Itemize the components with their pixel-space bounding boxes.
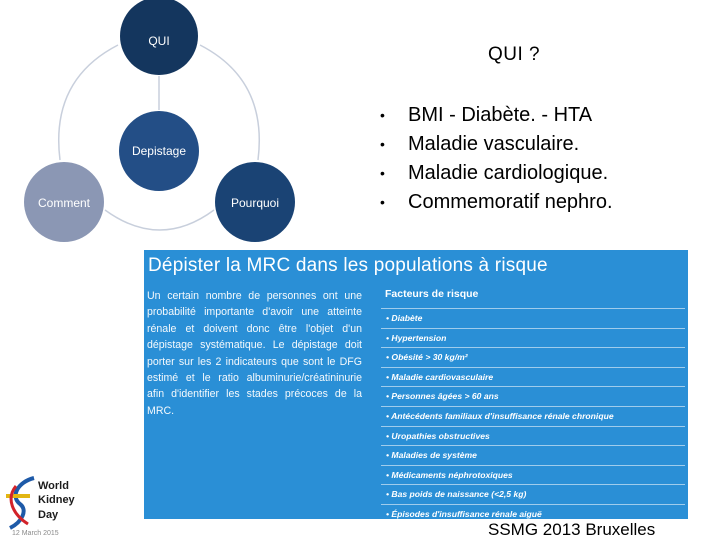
risk-factor-text: Maladie cardiovasculaire bbox=[391, 371, 494, 382]
bullet-text: Maladie cardiologique. bbox=[408, 162, 609, 184]
risk-factor-item: • Bas poids de naissance (<2,5 kg) bbox=[381, 484, 685, 504]
logo-kidney: Kidney bbox=[38, 494, 75, 506]
pourquoi-node bbox=[215, 162, 295, 242]
risk-factor-item: • Maladie cardiovasculaire bbox=[381, 367, 685, 387]
risk-factors-list bbox=[381, 308, 685, 519]
bullet-dot-icon: • bbox=[380, 165, 385, 181]
risk-factor-item: • Uropathies obstructives bbox=[381, 426, 685, 446]
risk-factor-item: • Hypertension bbox=[381, 328, 685, 348]
risk-factor-text: Maladies de système bbox=[391, 450, 477, 461]
risk-factor-text: Épisodes d'insuffisance rénale aiguë bbox=[391, 508, 542, 519]
risk-factor-text: Médicaments néphrotoxiques bbox=[391, 469, 513, 480]
risk-factor-text: Diabète bbox=[391, 313, 423, 323]
logo-world: World bbox=[38, 480, 69, 492]
risk-factor-text: Uropathies obstructives bbox=[391, 430, 490, 441]
logo-day: Day bbox=[38, 509, 59, 521]
bullet-item bbox=[380, 159, 613, 188]
comment-node bbox=[24, 162, 104, 242]
risk-factor-text: Hypertension bbox=[391, 332, 447, 343]
risk-factor-item: • Antécédents familiaux d'insuffisance rénale chronique bbox=[381, 406, 685, 426]
comment-node-label: Comment bbox=[37, 196, 90, 210]
pourquoi-node-label: Pourquoi bbox=[230, 196, 280, 210]
risk-factor-item: • Personnes âgées > 60 ans bbox=[381, 386, 685, 406]
depistage-node-label: Depistage bbox=[131, 144, 187, 158]
bullet-text: BMI - Diabète. - HTA bbox=[408, 104, 593, 126]
risk-factor-item: • Maladies de système bbox=[381, 445, 685, 465]
risk-factor-text: Personnes âgées > 60 ans bbox=[391, 391, 499, 402]
depistage-node bbox=[119, 111, 199, 191]
risk-factor-text: Antécédents familiaux d'insuffisance rénale chronique bbox=[391, 410, 614, 421]
bullet-item bbox=[380, 130, 613, 159]
bullet-text: Commemoratif nephro. bbox=[408, 191, 613, 213]
slide-title: QUI ? bbox=[488, 44, 541, 65]
bullet-text: Maladie vasculaire. bbox=[408, 133, 580, 155]
risk-info-panel bbox=[144, 250, 688, 519]
risk-factor-item: • Obésité > 30 kg/m² bbox=[381, 347, 685, 367]
panel-body-text: Un certain nombre de personnes ont une probabilité importante d'avoir une atteinte rénale et doivent donc être l'objet d'un dépistage systématique. Le dépistage doit porter sur les 2 indicateurs que sont le DFG estimé et le ratio albuminurie/créatininurie afin d'identifier les stades précoces de la MRC. bbox=[147, 290, 362, 417]
bullet-list bbox=[380, 101, 613, 217]
logo-date: 12 March 2015 bbox=[12, 530, 59, 537]
bullet-item bbox=[380, 101, 613, 130]
risk-factor-item: • Épisodes d'insuffisance rénale aiguë bbox=[381, 504, 685, 519]
risk-factor-item: • Diabète bbox=[381, 308, 685, 328]
qui-node-label: QUI bbox=[148, 34, 170, 48]
bullet-item bbox=[380, 188, 613, 217]
risk-factor-item: • Médicaments néphrotoxiques bbox=[381, 465, 685, 485]
risk-factor-text: Bas poids de naissance (<2,5 kg) bbox=[391, 489, 527, 500]
world-kidney-day-logo bbox=[0, 472, 100, 540]
qui-node bbox=[120, 0, 198, 75]
bullet-dot-icon: • bbox=[380, 136, 385, 152]
risk-factor-text: Obésité > 30 kg/m² bbox=[391, 352, 468, 363]
kidney-ribbon-icon bbox=[0, 474, 40, 530]
footer-text: SSMG 2013 Bruxelles bbox=[488, 520, 656, 539]
bullet-dot-icon: • bbox=[380, 107, 385, 123]
panel-title: Dépister la MRC dans les populations à risque bbox=[148, 255, 548, 276]
risk-factors-heading: Facteurs de risque bbox=[385, 288, 479, 300]
bullet-dot-icon: • bbox=[380, 194, 385, 210]
